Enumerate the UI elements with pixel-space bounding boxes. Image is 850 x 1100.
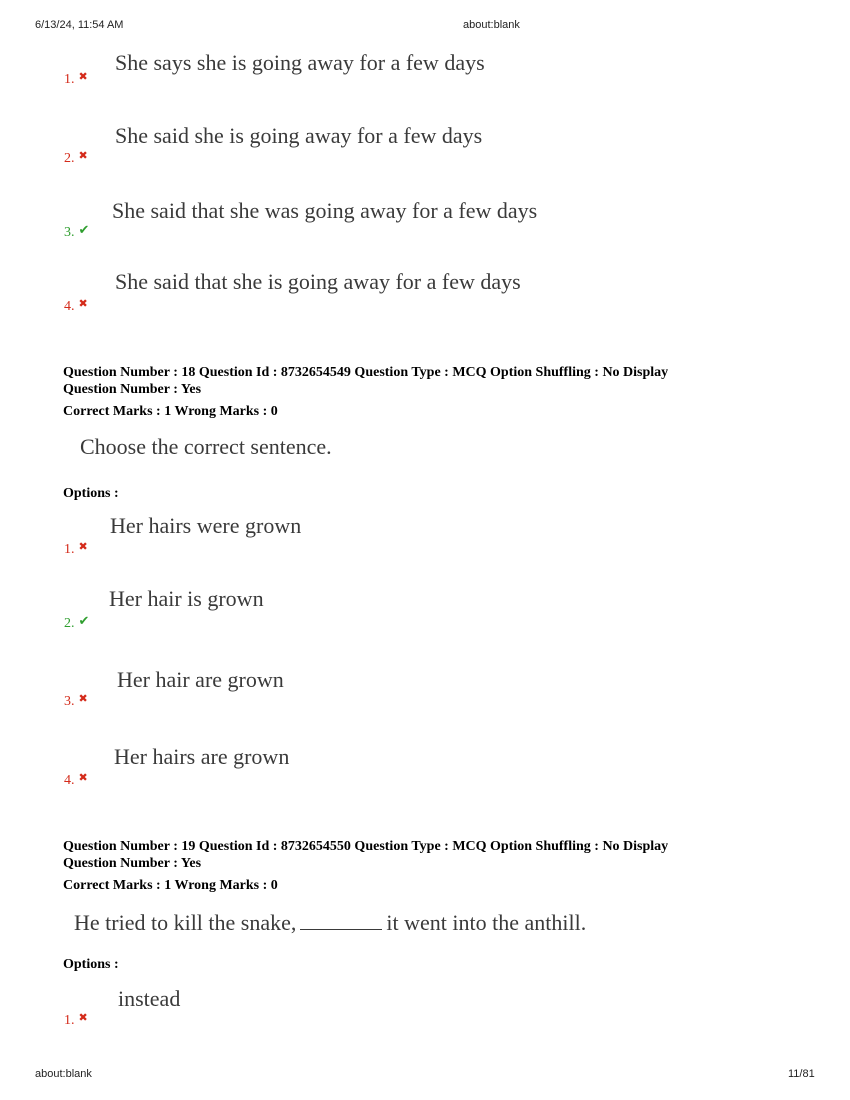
option-text: She says she is going away for a few days	[115, 50, 485, 75]
option-number: 4. ✖	[64, 298, 88, 314]
options-label: Options :	[63, 957, 119, 972]
option-text: Her hair are grown	[117, 667, 284, 692]
option-number: 1. ✖	[64, 541, 88, 557]
option-number: 1. ✖	[64, 71, 88, 87]
option-text: She said that she was going away for a few days	[112, 198, 538, 223]
cross-icon: ✖	[78, 150, 88, 162]
question-marks: Correct Marks : 1 Wrong Marks : 0	[63, 404, 278, 419]
question-meta-line2: Question Number : Yes	[63, 856, 202, 871]
option-text: Her hairs are grown	[114, 744, 290, 769]
option-number: 3. ✔	[64, 222, 90, 240]
options-label: Options :	[63, 486, 119, 501]
option-number: 3. ✖	[64, 693, 88, 709]
question-marks: Correct Marks : 1 Wrong Marks : 0	[63, 878, 278, 893]
option-number: 1. ✖	[64, 1012, 88, 1028]
print-title: about:blank	[463, 19, 520, 31]
cross-icon: ✖	[78, 693, 88, 705]
option-number: 4. ✖	[64, 772, 88, 788]
question-meta-line2: Question Number : Yes	[63, 382, 202, 397]
footer-url: about:blank	[35, 1068, 92, 1080]
check-icon: ✔	[78, 222, 90, 237]
option-text: instead	[118, 986, 181, 1011]
cross-icon: ✖	[78, 298, 88, 310]
option-text: She said she is going away for a few days	[115, 123, 483, 148]
cross-icon: ✖	[78, 1012, 88, 1024]
cross-icon: ✖	[78, 71, 88, 83]
question-text	[74, 910, 586, 936]
question-meta-line1: Question Number : 19 Question Id : 8732654550 Question Type : MCQ Option Shuffling : No Display	[63, 839, 669, 854]
check-icon: ✔	[78, 613, 90, 628]
option-number: 2. ✔	[64, 613, 90, 631]
option-text: Her hair is grown	[109, 586, 264, 611]
option-text: She said that she is going away for a few days	[115, 269, 521, 294]
cross-icon: ✖	[78, 772, 88, 784]
question-text-part2: it went into the anthill.	[386, 910, 587, 935]
print-datetime: 6/13/24, 11:54 AM	[35, 19, 124, 31]
page-number: 11/81	[788, 1068, 815, 1080]
cross-icon: ✖	[78, 541, 88, 553]
option-text: Her hairs were grown	[110, 513, 302, 538]
question-text: Choose the correct sentence.	[80, 434, 332, 459]
option-number: 2. ✖	[64, 150, 88, 166]
fill-blank	[300, 911, 382, 930]
question-meta-line1: Question Number : 18 Question Id : 8732654549 Question Type : MCQ Option Shuffling : No Display	[63, 365, 669, 380]
question-text-part1: He tried to kill the snake,	[74, 910, 297, 935]
